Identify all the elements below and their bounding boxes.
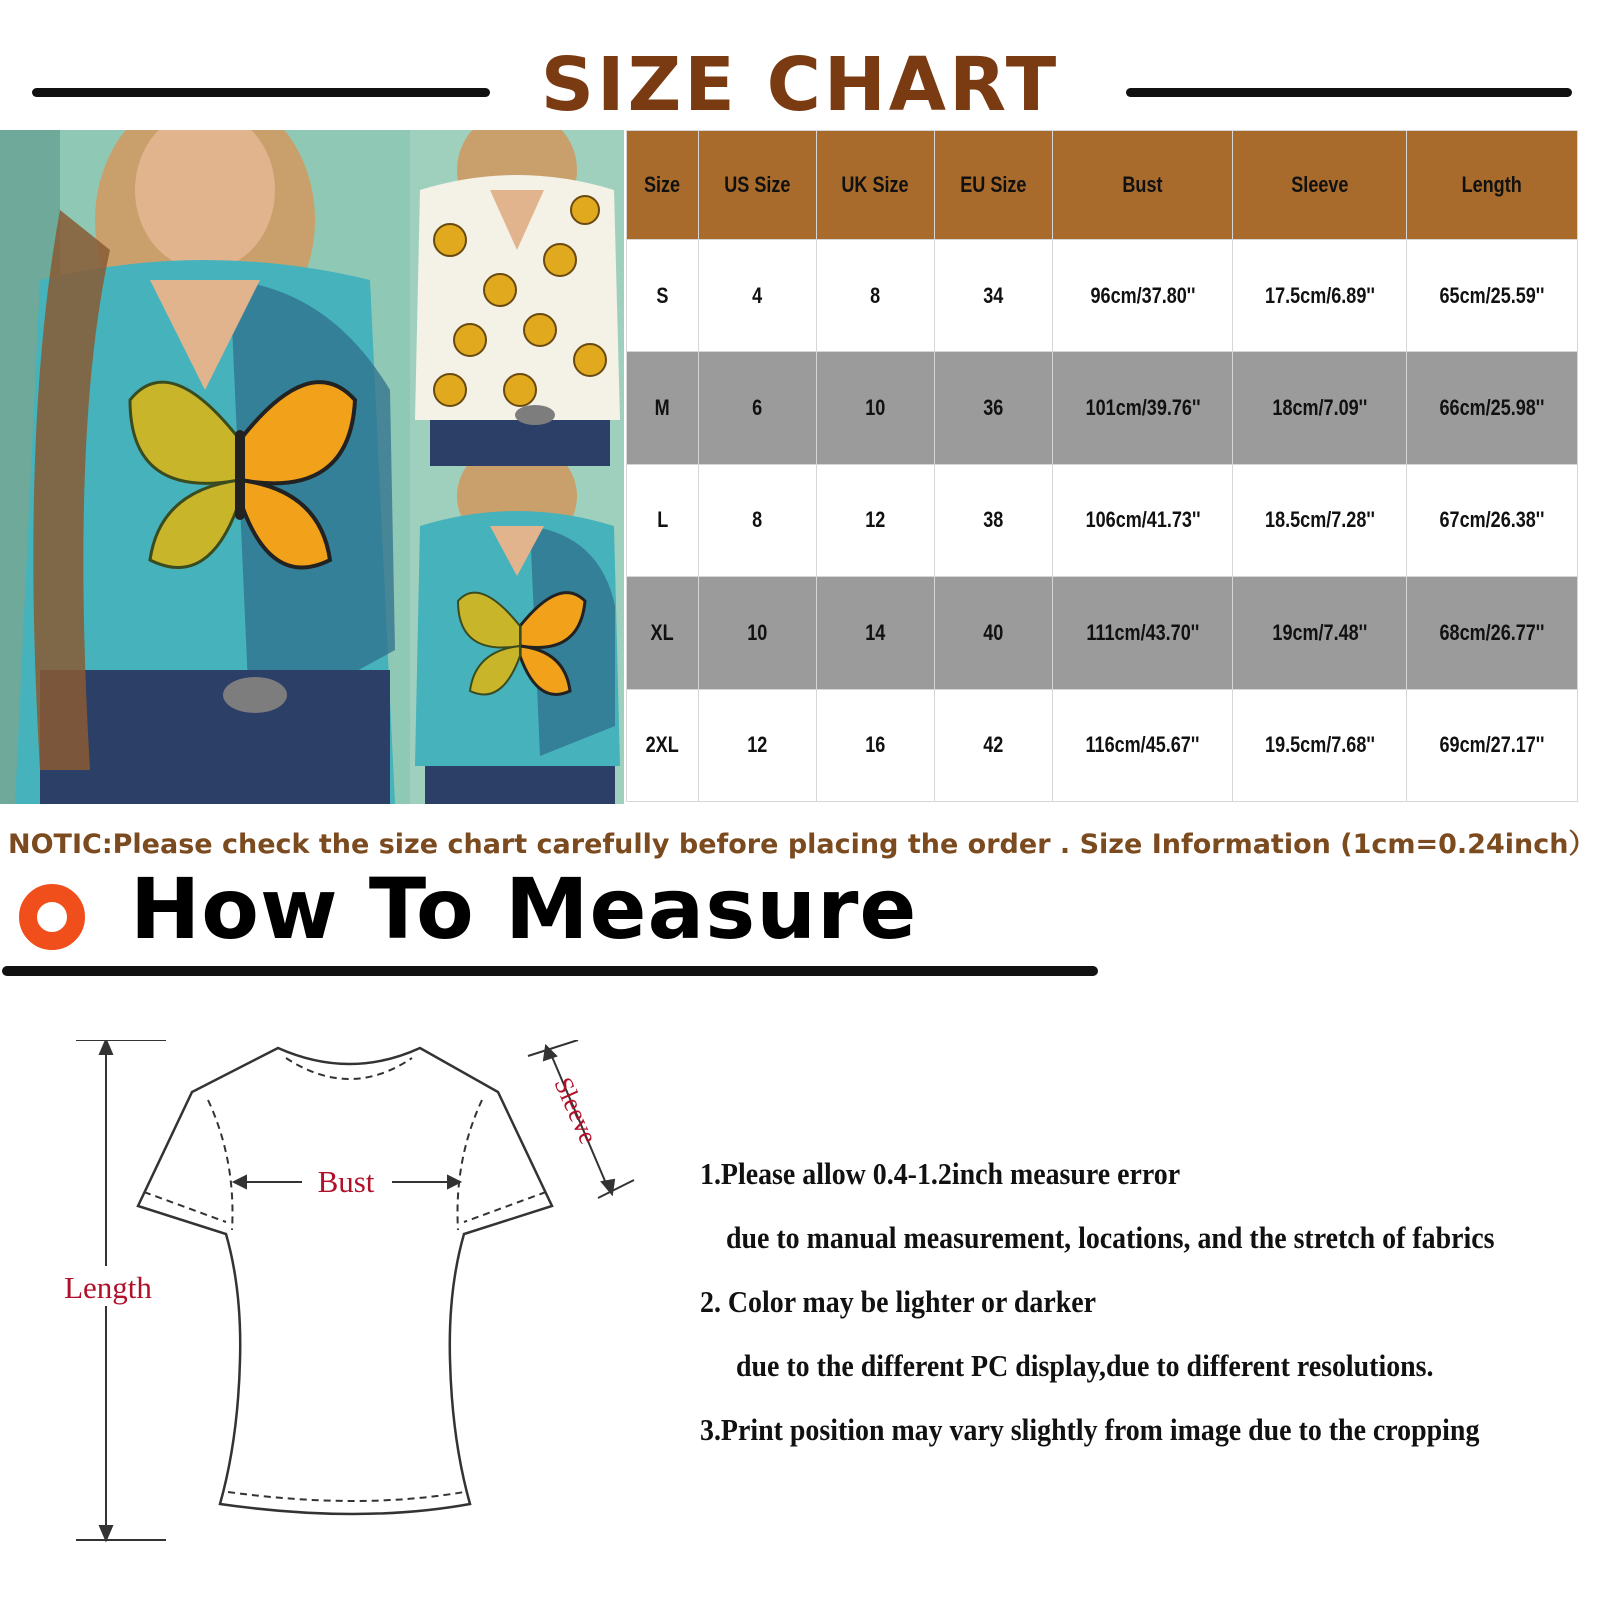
table-cell xyxy=(934,240,1052,352)
bust-label: Bust xyxy=(317,1164,375,1199)
note-2-detail: due to the different PC display,due to different resolutions. xyxy=(736,1348,1434,1383)
size-table xyxy=(626,130,1578,802)
table-cell-value: 18.5cm/7.28'' xyxy=(1264,507,1375,533)
table-cell xyxy=(934,352,1052,464)
table-cell xyxy=(816,240,934,352)
table-cell-value: 106cm/41.73'' xyxy=(1085,507,1201,533)
table-cell-value: 8 xyxy=(870,282,881,308)
product-photo-main xyxy=(0,130,410,804)
table-cell xyxy=(934,689,1052,801)
table-cell-value: 12 xyxy=(865,507,886,533)
measure-title: How To Measure xyxy=(130,860,918,958)
table-cell xyxy=(1233,240,1407,352)
table-cell xyxy=(816,352,934,464)
table-cell xyxy=(1052,352,1232,464)
table-cell xyxy=(934,464,1052,576)
column-header-label: US Size xyxy=(724,172,791,197)
tshirt-measure-diagram xyxy=(40,1040,680,1560)
table-cell-value: 101cm/39.76'' xyxy=(1085,395,1201,421)
table-cell-value: S xyxy=(656,282,669,308)
table-row xyxy=(627,352,1578,464)
table-cell-value: 10 xyxy=(865,395,886,421)
column-header-label: Size xyxy=(644,172,681,197)
table-cell-value: 34 xyxy=(983,282,1004,308)
table-cell xyxy=(816,689,934,801)
table-cell-value: 40 xyxy=(983,619,1004,645)
table-cell-value: 19cm/7.48'' xyxy=(1272,619,1368,645)
table-cell-value: 14 xyxy=(865,619,886,645)
column-header-label: EU Size xyxy=(960,172,1027,197)
table-cell-value: 6 xyxy=(752,395,763,421)
size-notice: NOTIC:Please check the size chart carefully before placing the order . Size Information (1cm=0.24inch） xyxy=(8,829,1596,860)
table-row xyxy=(627,689,1578,801)
table-cell xyxy=(816,464,934,576)
table-cell xyxy=(627,577,699,689)
table-cell xyxy=(627,352,699,464)
table-cell xyxy=(934,577,1052,689)
column-header xyxy=(627,131,699,240)
table-row xyxy=(627,464,1578,576)
table-row xyxy=(627,577,1578,689)
table-cell-value: 16 xyxy=(865,732,886,758)
table-cell-value: XL xyxy=(650,619,674,645)
table-cell-value: 65cm/25.59'' xyxy=(1439,282,1545,308)
table-cell-value: 18cm/7.09'' xyxy=(1272,395,1368,421)
table-cell-value: 66cm/25.98'' xyxy=(1439,395,1545,421)
table-cell xyxy=(1233,464,1407,576)
column-header xyxy=(816,131,934,240)
product-photo-butterfly xyxy=(410,466,624,804)
table-header-row xyxy=(627,131,1578,240)
table-cell-value: 12 xyxy=(747,732,768,758)
table-cell xyxy=(1233,689,1407,801)
table-cell xyxy=(816,577,934,689)
table-cell-value: 111cm/43.70'' xyxy=(1086,619,1200,645)
table-cell-value: 67cm/26.38'' xyxy=(1439,507,1545,533)
note-1: 1.Please allow 0.4-1.2inch measure error xyxy=(700,1156,1181,1191)
table-cell-value: 96cm/37.80'' xyxy=(1090,282,1196,308)
header-rule-right xyxy=(1126,88,1572,97)
column-header-label: UK Size xyxy=(841,172,909,197)
table-body xyxy=(627,240,1578,802)
table-row xyxy=(627,240,1578,352)
table-cell-value: 38 xyxy=(983,507,1004,533)
sleeve-label: Sleeve xyxy=(548,1072,604,1149)
table-cell-value: 36 xyxy=(983,395,1004,421)
table-cell xyxy=(1052,577,1232,689)
column-header xyxy=(1052,131,1232,240)
table-cell-value: 116cm/45.67'' xyxy=(1085,732,1200,758)
table-cell xyxy=(1407,240,1578,352)
column-header xyxy=(1233,131,1407,240)
length-label: Length xyxy=(64,1270,152,1305)
product-photo-sunflower xyxy=(410,130,624,466)
column-header-label: Bust xyxy=(1122,172,1163,197)
table-cell xyxy=(1407,577,1578,689)
table-cell-value: 68cm/26.77'' xyxy=(1439,619,1545,645)
page-title: SIZE CHART xyxy=(540,42,1060,128)
note-3: 3.Print position may vary slightly from image due to the cropping xyxy=(700,1412,1480,1447)
table-cell xyxy=(1233,352,1407,464)
column-header xyxy=(1407,131,1578,240)
table-cell xyxy=(1052,689,1232,801)
note-2: 2. Color may be lighter or darker xyxy=(700,1284,1096,1319)
table-cell-value: 19.5cm/7.68'' xyxy=(1264,732,1375,758)
table-cell xyxy=(1233,577,1407,689)
table-cell xyxy=(1407,352,1578,464)
measure-rule xyxy=(2,966,1098,976)
column-header xyxy=(698,131,816,240)
table-cell-value: M xyxy=(654,395,670,421)
column-header-label: Length xyxy=(1461,172,1523,197)
table-cell-value: 2XL xyxy=(645,732,679,758)
column-header-label: Sleeve xyxy=(1291,172,1349,197)
table-cell xyxy=(627,464,699,576)
table-cell xyxy=(698,577,816,689)
table-cell-value: L xyxy=(656,507,668,533)
column-header xyxy=(934,131,1052,240)
table-cell-value: 4 xyxy=(752,282,763,308)
tshirt-stitching xyxy=(144,1058,546,1501)
table-cell xyxy=(698,240,816,352)
table-cell xyxy=(627,240,699,352)
note-1-detail: due to manual measurement, locations, and the stretch of fabrics xyxy=(726,1220,1495,1255)
table-cell xyxy=(1052,240,1232,352)
table-cell-value: 69cm/27.17'' xyxy=(1439,732,1545,758)
table-cell xyxy=(698,352,816,464)
table-cell xyxy=(627,689,699,801)
table-cell xyxy=(698,689,816,801)
table-cell xyxy=(698,464,816,576)
table-cell xyxy=(1407,689,1578,801)
tshirt-outline xyxy=(138,1048,552,1514)
table-cell xyxy=(1407,464,1578,576)
table-cell xyxy=(1052,464,1232,576)
table-cell-value: 10 xyxy=(747,619,768,645)
table-cell-value: 42 xyxy=(983,732,1004,758)
ring-bullet-icon xyxy=(17,882,87,952)
table-cell-value: 17.5cm/6.89'' xyxy=(1264,282,1375,308)
table-cell-value: 8 xyxy=(752,507,763,533)
